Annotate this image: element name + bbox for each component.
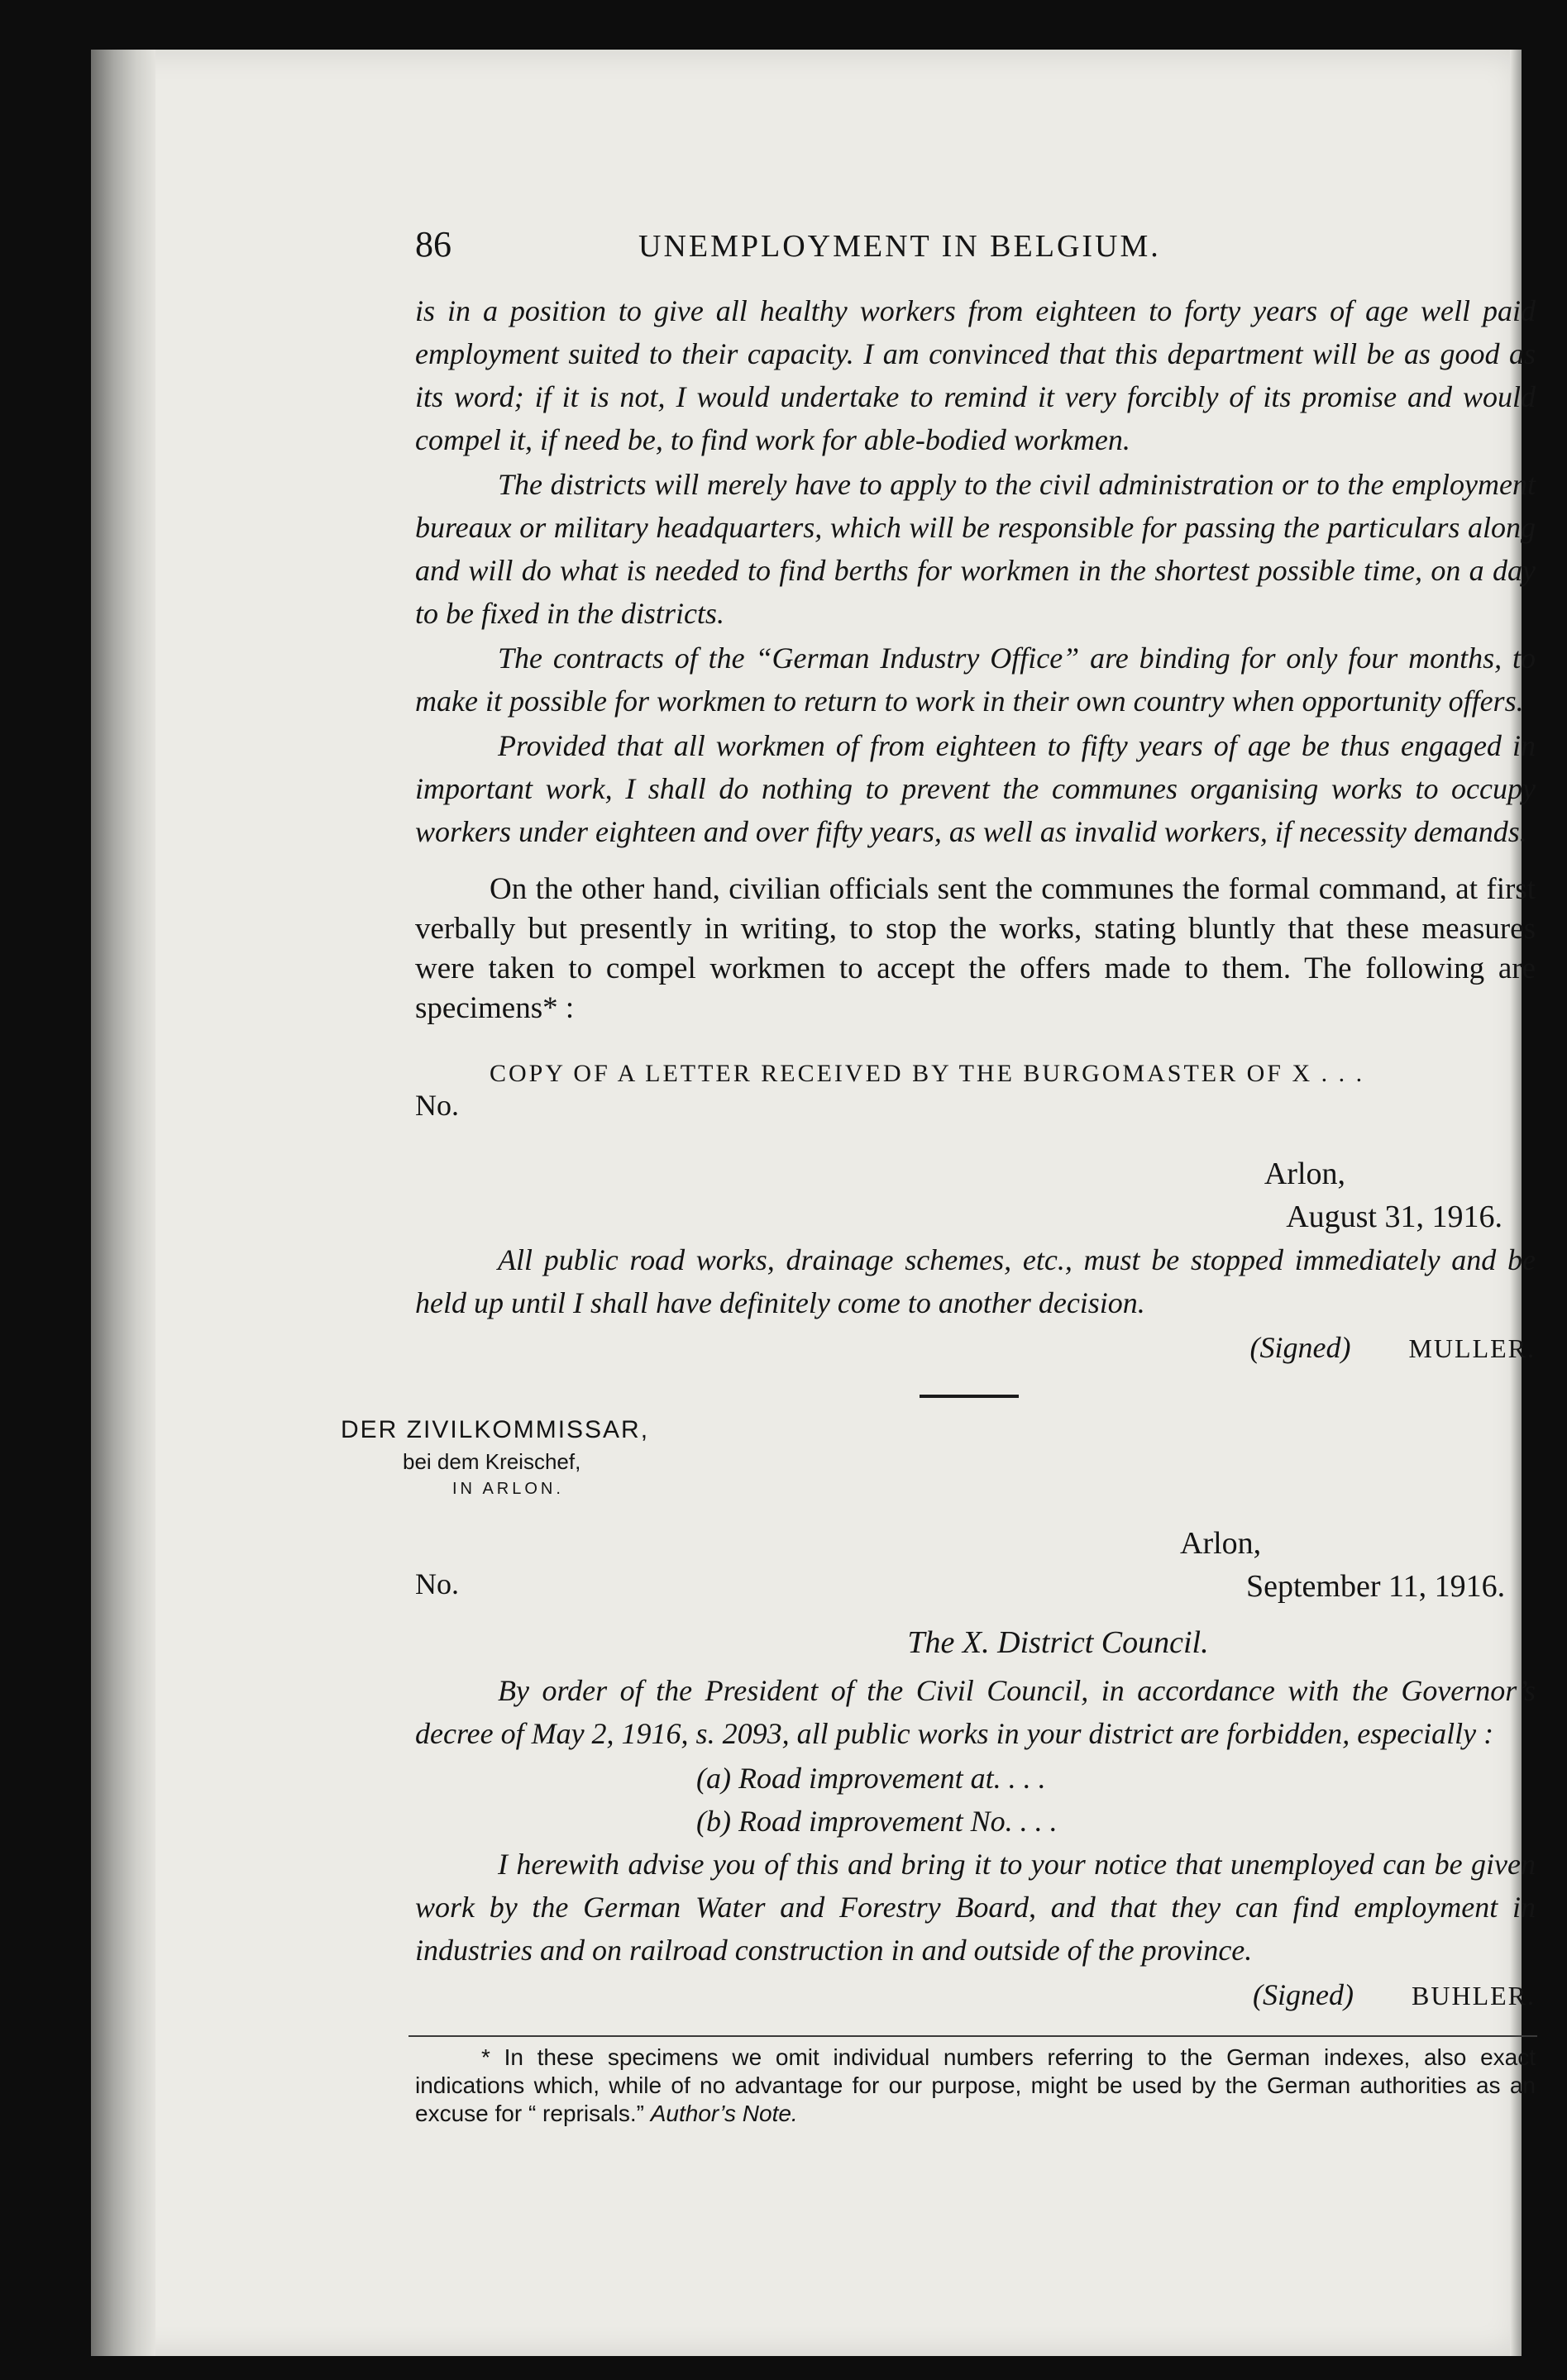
running-head xyxy=(415,223,1536,289)
quoted-paragraph: The contracts of the “German Industry Office” are binding for only four months, to make it possible for workmen to return to work in their own country when opportunity offers. xyxy=(415,642,1536,718)
signed-label: (Signed) xyxy=(1249,1331,1351,1364)
running-title: UNEMPLOYMENT IN BELGIUM. xyxy=(638,229,1161,264)
letter-date: September 11, 1916. xyxy=(1246,1569,1506,1604)
letter-closing: I herewith advise you of this and bring it to your notice that unemployed can be given work by the German Water and Forestry Board, and that they can find employment in industries and on railroad construction in and outside of the province. xyxy=(415,1848,1536,1967)
letter-heading: COPY OF A LETTER RECEIVED BY THE BURGOMASTER OF X . . . xyxy=(490,1060,1365,1087)
signed-label: (Signed) xyxy=(1253,1978,1354,2011)
letter-addressee: The X. District Council. xyxy=(907,1625,1209,1660)
footnote xyxy=(415,2044,1536,2128)
letter-text: All public road works, drainage schemes, etc., must be stopped immediately and be held up until I shall have definitely come to another decision. xyxy=(415,1243,1536,1319)
quoted-paragraph: is in a position to give all healthy workers from eighteen to forty years of age well paid employment suited to their capacity. I am convinced that this department will be as good as its word; if it is not, I would undertake to remind it very forcibly of its promise and would compel it, if need be, to find work for able-bodied workmen. xyxy=(415,294,1536,456)
author-note: Author’s Note. xyxy=(650,2101,798,2126)
quoted-paragraph: The districts will merely have to apply to the civil administration or to the employment bureaux or military headquarters, which will be responsible for passing the particulars along and will do what is needed to find berths for workmen in the shortest possible time, on a day to be fixed in the districts. xyxy=(415,468,1536,630)
letterhead-location: IN ARLON. xyxy=(452,1480,564,1498)
letterhead-subtitle: bei dem Kreischef, xyxy=(403,1449,581,1474)
letter-signature xyxy=(415,1973,1536,2017)
letter-place: Arlon, xyxy=(1264,1157,1345,1191)
letter-place: Arlon, xyxy=(1180,1526,1262,1561)
signer-name: BUHLER. xyxy=(1412,1981,1536,2010)
letterhead-title: DER ZIVILKOMMISSAR, xyxy=(341,1416,650,1443)
quoted-paragraph: Provided that all workmen of from eighteen to fifty years of age be thus engaged in important work, I shall do nothing to prevent the communes organising works to occupy workers under eighteen and over fifty years, as well as invalid workers, if necessity demands. xyxy=(415,729,1536,848)
page-content xyxy=(341,223,1536,2128)
letter-intro: By order of the President of the Civil Council, in accordance with the Governor’s decree of May 2, 1916, s. 2093, all public works in your district are forbidden, especially : xyxy=(415,1674,1536,1750)
page-number: 86 xyxy=(415,224,451,265)
list-item: (a) Road improvement at. . . . xyxy=(696,1762,1046,1795)
letter-place-date xyxy=(1180,1522,1536,1608)
footnote-text: * In these specimens we omit individual numbers referring to the German indexes, also exact indications which, while of no advantage for our purpose, might be used by the German authorities as an excuse for “ reprisals.” xyxy=(415,2044,1536,2126)
letter-signature xyxy=(415,1326,1536,1370)
section-divider xyxy=(920,1395,1019,1398)
list-item: (b) Road improvement No. . . . xyxy=(696,1805,1058,1838)
page-binding-shadow xyxy=(91,50,155,2356)
letter-number-label: No. xyxy=(415,1089,459,1122)
body-paragraph: On the other hand, civilian officials sent the communes the formal command, at first verbally but presently in writing, to stop the works, stating bluntly that these measures were taken to compel workmen to accept the offers made to them. The following are specimens* : xyxy=(415,872,1536,1025)
letter-header xyxy=(415,1522,1536,1608)
letterhead xyxy=(341,1416,1461,1499)
letter-date: August 31, 1916. xyxy=(1286,1200,1503,1234)
footnote-rule xyxy=(408,2035,1537,2037)
letter-number-label: No. xyxy=(415,1567,459,1600)
signer-name: MULLER. xyxy=(1408,1333,1536,1363)
book-page xyxy=(91,50,1536,2356)
